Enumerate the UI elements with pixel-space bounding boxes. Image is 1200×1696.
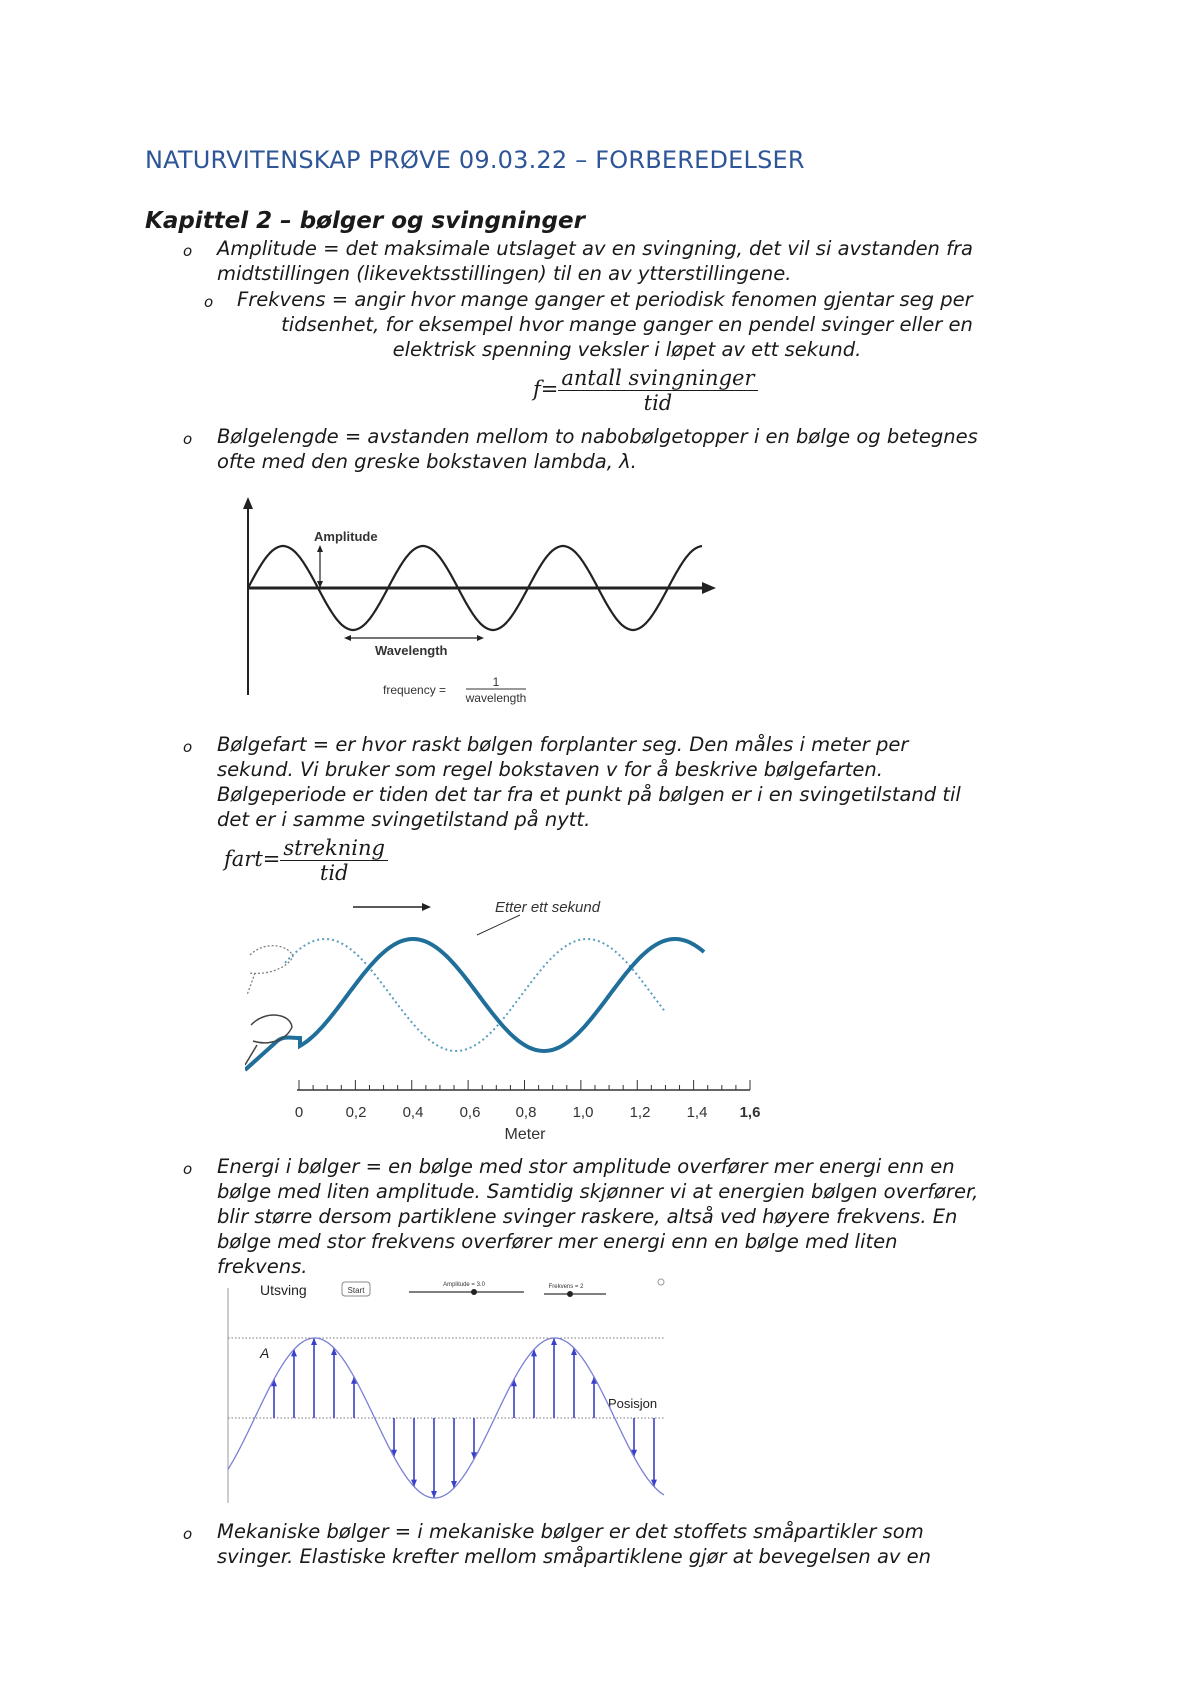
- text-line: Bølgeperiode er tiden det tar fra et punkt på bølgen er i en svingetilstand til: [217, 783, 961, 806]
- wavelength-label: Wavelength: [375, 643, 448, 658]
- formula-numerator: antall svingninger: [558, 366, 757, 391]
- text-line: midtstillingen (likevektsstillingen) til en av ytterstillingene.: [217, 262, 792, 285]
- wave-simulation-figure: [224, 1278, 670, 1508]
- wave-diagram-figure: [238, 495, 718, 710]
- text-line: tidsenhet, for eksempel hvor mange ganger en pendel svinger eller en: [281, 313, 973, 336]
- text-line: Energi i bølger = en bølge med stor amplitude overfører mer energi enn en: [217, 1155, 955, 1178]
- text-line: Bølgefart = er hvor raskt bølgen forplanter seg. Den måles i meter per: [217, 733, 909, 756]
- text-line: elektrisk spenning veksler i løpet av ett sekund.: [392, 338, 862, 361]
- arrow-head: [311, 1338, 317, 1345]
- text-line: bølge med stor frekvens overfører mer energi enn en bølge med liten: [217, 1230, 898, 1253]
- text-line: blir større dersom partiklene svinger raskere, altså ved høyere frekvens. En: [217, 1205, 958, 1228]
- formula-lhs: f=: [533, 377, 559, 401]
- arrow-head: [531, 1349, 537, 1356]
- frequency-numerator: 1: [492, 675, 500, 689]
- arrow-head: [331, 1348, 337, 1355]
- hand-icon: [247, 946, 293, 995]
- text-line: det er i samme svingetilstand på nytt.: [217, 808, 591, 831]
- after-one-second-label: Etter ett sekund: [495, 899, 601, 916]
- bullet-bolgefart: [217, 732, 961, 832]
- position-label: Posisjon: [608, 1396, 658, 1411]
- tick-label: 0,6: [459, 1104, 481, 1121]
- formula-numerator: strekning: [280, 836, 388, 861]
- amplitude-a-label: A: [260, 1345, 270, 1361]
- amplitude-label: Amplitude: [314, 529, 378, 544]
- bullet-marker: o: [183, 242, 193, 260]
- tick-label: 0: [294, 1104, 304, 1121]
- text-line: frekvens.: [217, 1255, 308, 1278]
- bullet-marker: o: [183, 430, 193, 448]
- reset-icon[interactable]: [658, 1279, 664, 1285]
- bullet-mekaniske: [217, 1519, 931, 1569]
- frequency-denominator: wavelength: [465, 691, 527, 705]
- formula-denominator: tid: [319, 861, 349, 885]
- tick-label: 1,0: [572, 1104, 594, 1121]
- frequency-formula: [533, 366, 758, 415]
- bullet-frekvens: [237, 287, 1017, 362]
- moved-wave: [245, 939, 704, 1070]
- travelling-wave-figure: [245, 895, 765, 1145]
- arrow-head: [431, 1491, 437, 1498]
- bullet-bolgelengde: [217, 424, 978, 474]
- text-line: bølge med liten amplitude. Samtidig skjønner vi at energien bølgen overfører,: [217, 1180, 979, 1203]
- arrow-head: [291, 1349, 297, 1356]
- bullet-marker: o: [204, 293, 214, 311]
- bullet-marker: o: [183, 738, 193, 756]
- text-line: Mekaniske bølger = i mekaniske bølger er det stoffets småpartikler som: [217, 1520, 924, 1543]
- text-line: svinger. Elastiske krefter mellom småpartiklene gjør at bevegelsen av en: [217, 1545, 931, 1568]
- displacement-label: Utsving: [260, 1282, 307, 1298]
- formula-lhs: fart=: [224, 847, 281, 871]
- frequency-slider-label: Frekvens = 2: [548, 1284, 584, 1290]
- bullet-marker: o: [183, 1525, 193, 1543]
- arrow-head: [451, 1481, 457, 1488]
- formula-denominator: tid: [643, 391, 673, 415]
- text-line: sekund. Vi bruker som regel bokstaven v for å beskrive bølgefarten.: [217, 758, 883, 781]
- formula-fraction: [558, 366, 757, 415]
- amplitude-slider-label: Amplitude = 3.0: [443, 1282, 485, 1288]
- text-line: Amplitude = det maksimale utslaget av en svingning, det vil si avstanden fra: [217, 237, 973, 260]
- meter-axis: [299, 1080, 750, 1090]
- slider-handle[interactable]: [471, 1289, 477, 1295]
- bullet-amplitude: [217, 236, 973, 286]
- slider-handle[interactable]: [567, 1291, 573, 1297]
- frequency-label: frequency =: [383, 683, 447, 697]
- bullet-marker: o: [183, 1160, 193, 1178]
- arrow-head: [411, 1480, 417, 1487]
- hand-icon: [245, 1015, 292, 1065]
- tick-label: 0,8: [515, 1104, 537, 1121]
- formula-fraction: [280, 836, 388, 885]
- speed-formula: [224, 836, 388, 885]
- tick-label: 1,6: [739, 1104, 761, 1121]
- text-line: ofte med den greske bokstaven lambda, λ.: [217, 450, 637, 473]
- tick-label: 1,2: [629, 1104, 651, 1121]
- tick-label: 0,2: [345, 1104, 367, 1121]
- arrow-head: [571, 1348, 577, 1355]
- arrow-head: [651, 1480, 657, 1487]
- start-button-label: Start: [347, 1286, 365, 1295]
- tick-label: 0,4: [402, 1104, 424, 1121]
- text-line: Frekvens = angir hvor mange ganger et periodisk fenomen gjentar seg per: [237, 288, 973, 311]
- bullet-energi: [217, 1154, 978, 1279]
- arrow-head: [551, 1338, 557, 1345]
- text-line: Bølgelengde = avstanden mellom to nabobølgetopper i en bølge og betegnes: [217, 425, 978, 448]
- axis-label: Meter: [504, 1126, 546, 1143]
- tick-label: 1,4: [686, 1104, 708, 1121]
- chapter-heading: Kapittel 2 – bølger og svingninger: [145, 208, 585, 234]
- page-title: NATURVITENSKAP PRØVE 09.03.22 – FORBEREDELSER: [145, 146, 805, 174]
